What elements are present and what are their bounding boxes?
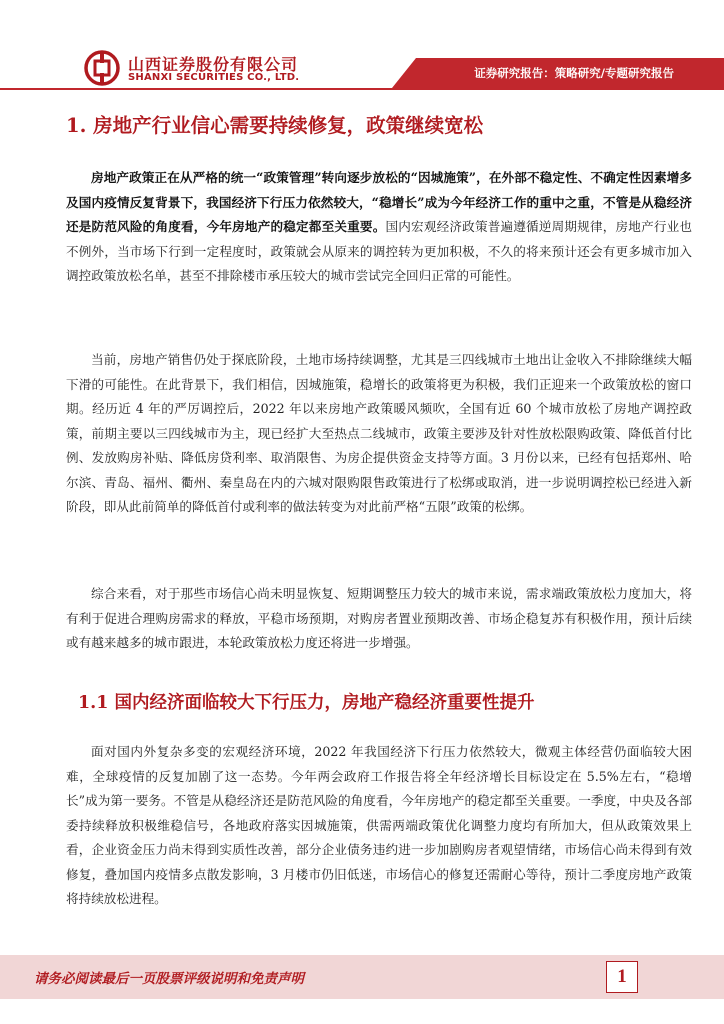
paragraph-2: 当前，房地产销售仍处于探底阶段，土地市场持续调整，尤其是三四线城市土地出让金收入不排除继续大幅下滑的可能性。在此背景下，我们相信，因城施策，稳增长的政策将更为积极，我们正迎来一个政策放松的窗口期。经历近 4 年的严厉调控后，2022 年以来房地产政策暖风频吹，全国有近 60 个城市放松了房地产调控政策，前期主要以三四线城市为主，现已经扩大至热点二线城市，政策主要涉及针对性放松限购政策、降低首付比例、发放购房补贴、降低房贷利率、取消限售、为房企提供资金支持等方面。3 月份以来，已经有包括郑州、哈尔滨、青岛、福州、衢州、秦皇岛在内的六城对限购限售政策进行了松绑或取消，进一步说明调控松已经进入新阶段，即从此前简单的降低首付或利率的做法转变为对此前严格“五限”政策的松绑。 [66, 352, 692, 514]
page-number: 1 [606, 961, 638, 993]
company-name-cn: 山西证券股份有限公司 [128, 55, 299, 74]
paragraph-4: 面对国内外复杂多变的宏观经济环境，2022 年我国经济下行压力依然较大，微观主体经营仍面临较大困难，全球疫情的反复加剧了这一态势。今年两会政府工作报告将全年经济增长目标设定在 5.5%左右，“稳增长”成为第一要务。不管是从稳经济还是防范风险的角度看，今年房地产的稳定都至关重要。一季度，中央及各部委持续释放积极维稳信号，各地政府落实因城施策，供需两端政策优化调整力度均有所加大，但从政策效果上看，企业资金压力尚未得到实质性改善，部分企业债务违约进一步加剧购房者观望情绪，市场信心尚未得到有效修复，叠加国内疫情多点散发影响，3 月楼市仍旧低迷，市场信心的修复还需耐心等待，预计二季度房地产政策将持续放松进程。 [66, 744, 692, 906]
paragraph-1-bold: 房地产政策正在从严格的统一“政策管理”转向逐步放松的“因城施策”，在外部不稳定性、不确定性因素增多及国内疫情反复背景下，我国经济下行压力依然较大，“稳增长”成为今年经济工作的重中之重，不管是从稳经济还是防范风险的角度看，今年房地产的稳定都至关重要。 [66, 170, 692, 234]
footer-disclaimer: 请务必阅读最后一页股票评级说明和免责声明 [34, 971, 304, 987]
header-divider [0, 88, 724, 90]
report-type: 证券研究报告：策略研究/专题研究报告 [474, 66, 674, 80]
shanxi-securities-logo-icon [84, 50, 120, 86]
section-heading-1-1: 1.1 国内经济面临较大下行压力，房地产稳经济重要性提升 [78, 693, 535, 713]
paragraph-1-normal: 国内宏观经济政策普遍遵循逆周期规律，房地产行业也不例外，当市场下行到一定程度时，政策就会从原来的调控转为更加积极，不久的将来预计还会有更多城市加入调控政策放松名单，甚至不排除楼市承压较大的城市尝试完全回归正常的可能性。 [66, 219, 693, 283]
company-name-en: SHANXI SECURITIES CO., LTD. [128, 72, 300, 83]
paragraph-1 [66, 166, 692, 289]
page-header [0, 0, 724, 104]
paragraph-3: 综合来看，对于那些市场信心尚未明显恢复、短期调整压力较大的城市来说，需求端政策放松力度加大，将有利于促进合理购房需求的释放，平稳市场预期，对购房者置业预期改善、市场企稳复苏有积极作用，预计后续或有越来越多的城市跟进，本轮政策放松力度还将进一步增强。 [66, 586, 692, 650]
section-heading-1: 1. 房地产行业信心需要持续修复，政策继续宽松 [66, 114, 484, 137]
